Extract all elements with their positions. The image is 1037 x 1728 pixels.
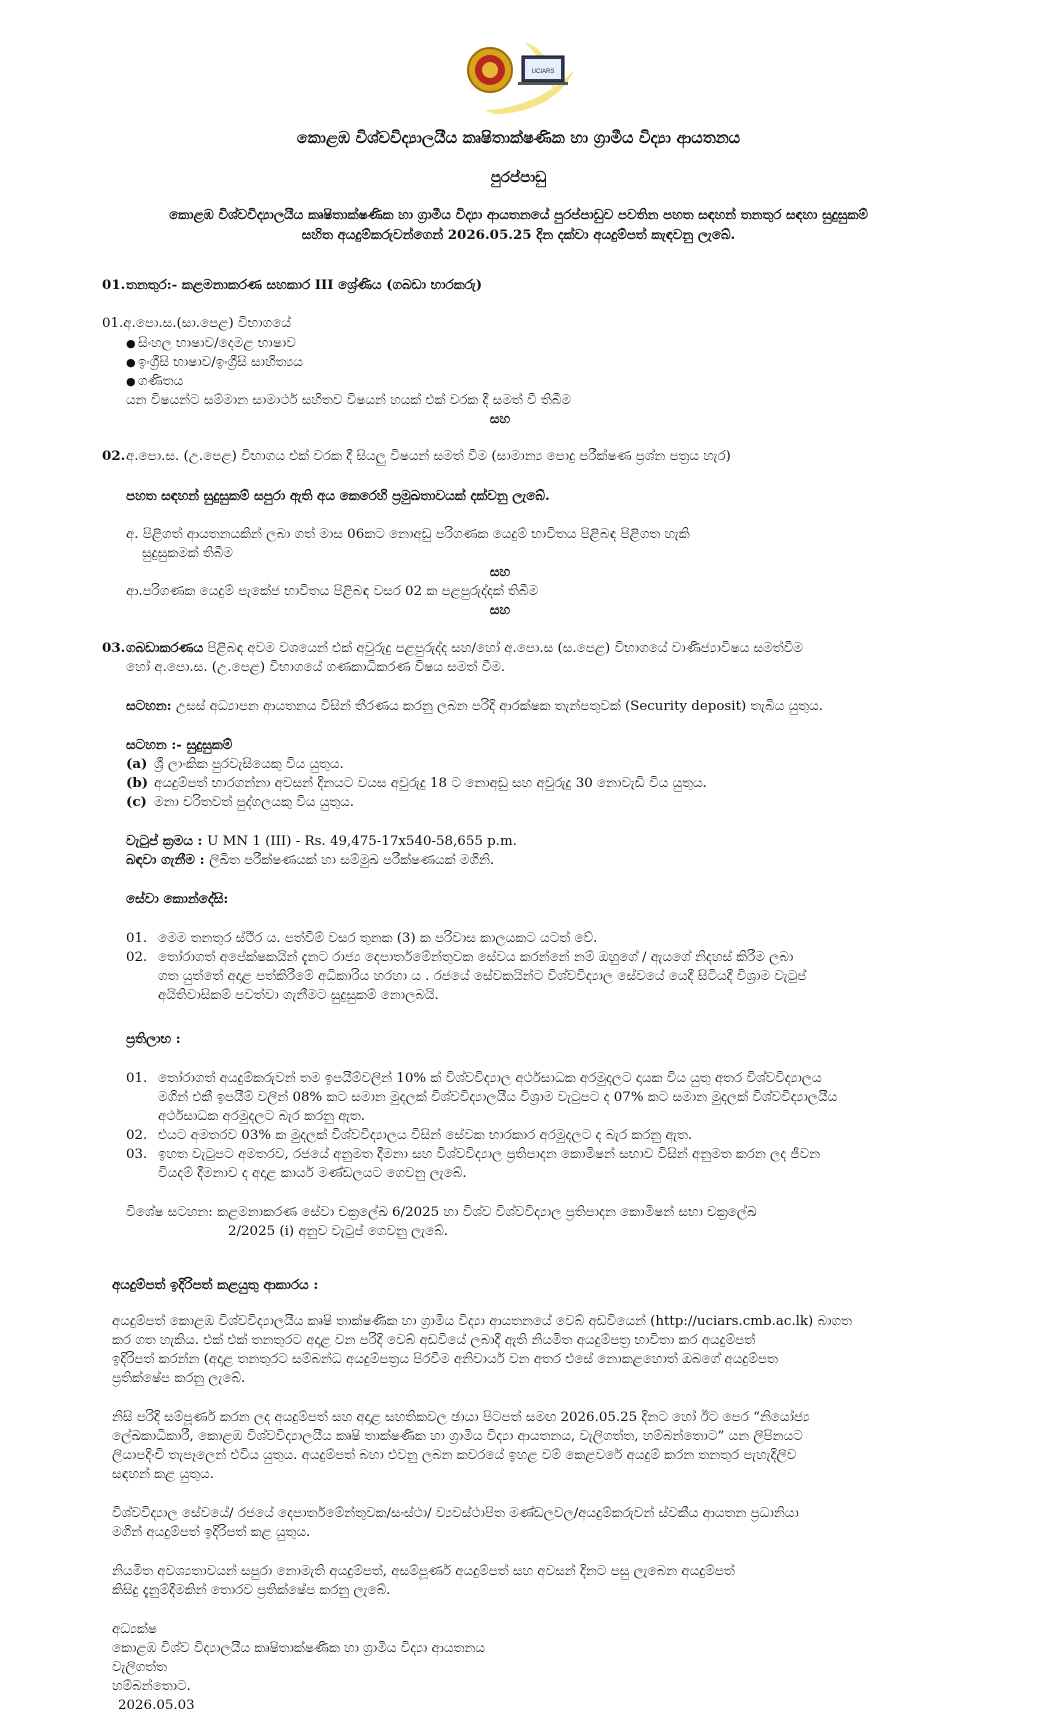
intro-line-1: කොළඹ විශ්වවිද්‍යාලයීය කෘෂිතාක්ෂණික හා ග්‍රාමීය විද්‍යා ආයතනයේ පුරප්පාඩුව පවතින පහත සඳහන් තනතුර සඳහා සුදුසුකම් (169, 207, 868, 223)
and-connector: සහ (489, 602, 511, 618)
priority-note: පහත සඳහන් සුදුසුකම් සපුරා ඇති අය කෙරෙහි ප්‍රමුඛතාවයක් දක්වනු ලැබේ. (126, 488, 550, 504)
benefit-item-line: ඉහත වැටුපට අමතරව, රජයේ අනුමත දීමනා සහ විශ්වවිද්‍යාල ප්‍රතිපාදන කොමිෂන් සභාව විසින් අනුමත කරන ලද ජීවන (158, 1147, 820, 1162)
qualification-1-lead: 01.අ.පො.ස.(සා.පෙළ) විභාගයේ (102, 316, 291, 331)
benefit-item-line: අර්ථසාධක අරමුදලට බැර කරනු ඇත. (158, 1109, 365, 1124)
service-item-line: තෝරාගත් අපේක්ෂකයින් දැනට රාජ්‍ය දෙපාර්තමේන්තුවක සේවය කරන්නේ නම් ඔහුගේ / ඇයගේ නිදහස් කිරීම ලබා (158, 950, 794, 965)
qualification-1-bullet: ● ගණිතය (126, 374, 184, 389)
priority-a-line-2: සුදුසුකමක් තිබීම (142, 546, 233, 561)
post-number: 01. (102, 277, 126, 293)
qualification-3-line-1: ගබඩාකරණය පිළිබඳ අවම වශයෙන් එක් අවුරුදු පළපුරුද්ද සහ/හෝ අ.පො.ස (ස.පෙළ) විභාගයේ වාණිජ්‍යාවිෂය සමත්වීම (126, 640, 803, 656)
apply-para-2-line: නිසි පරිදි සම්පූර්ණ කරන ලද අයදුම්පත් සහ අදාළ සහතිකවල ඡායා පිටපත් සමඟ 2026.05.25 දිනට හෝ ඊට පෙර “නියෝජ්‍ය (112, 1410, 810, 1425)
apply-para-1-line: කර ගත හැකිය. එක් එක් තනතුරට අදාළ වන පරිදි වෙබ් අඩවියේ ලබාදී ඇති නියමිත අයදුම්පත්‍ර භාවිතා කර අයදුම්පත් (112, 1333, 756, 1348)
apply-para-2-line: සඳහන් කළ යුතුය. (112, 1467, 214, 1482)
service-item-line: අයිතිවාසිකම් පවත්වා ගැනීමට සුදුසුකම් නොලබයි. (158, 988, 439, 1003)
qualification-3-number: 03. (102, 640, 126, 656)
eligibility-heading: සටහන :- සුදුසුකම් (126, 737, 233, 753)
apply-para-1-line: ඉදිරිපත් කරන්න (අදාළ තනතුරට සම්බන්ධ අයදුම්පත්‍රය පිරවීම අනිවාර්ය වන අතර එසේ නොකළහොත් ඔබගේ අයදුම්පත (112, 1352, 778, 1367)
benefits-heading: ප්‍රතිලාභ : (126, 1031, 181, 1047)
apply-para-4-line: නියමිත අවශ්‍යතාවයන් සපුරා නොමැති අයදුම්පත්, අසම්පූර්ණ අයදුම්පත් සහ අවසන් දිනට පසු ලැබෙන අයදුම්පත් (112, 1564, 735, 1579)
benefit-item-number: 03. (126, 1147, 148, 1162)
logo-badge-text: UCIARS (531, 69, 555, 75)
apply-para-4-line: කිසිදු දැනුම්දීමකින් තොරව ප්‍රතික්ෂේප කරනු ලැබේ. (112, 1583, 391, 1598)
benefit-item-number: 01. (126, 1071, 148, 1086)
service-item-number: 01. (126, 931, 148, 946)
apply-para-3-line: විශ්වවිද්‍යාල සේවයේ/ රජයේ දෙපාර්තමේන්තුවක/සංස්ථා/ ව්‍යවස්ථාපිත මණ්ඩලවල/අයදුම්කරුවන් ස්වකීය ආයතන ප්‍රධානියා (112, 1506, 799, 1521)
apply-para-3-line: මගින් අයදුම්පත් ඉදිරිපත් කළ යුතුය. (112, 1525, 311, 1540)
qualification-2-number: 02. (102, 448, 126, 464)
benefit-item-number: 02. (126, 1128, 148, 1143)
signatory-address-line: හම්බන්තොට. (112, 1679, 191, 1694)
special-note-line-1: විශේෂ සටහන: කළමනාකරණ සේවා චක්‍රලේඛ 6/2025 හා විශ්ව විශ්වවිද්‍යාල ප්‍රතිපාදන කොමිෂන් සභා චක්‍රලේඛ (126, 1205, 757, 1220)
eligibility-item: (a) ශ්‍රී ලාංකික පුරවැසියෙකු විය යුතුය. (126, 756, 344, 772)
and-connector: සහ (489, 411, 511, 427)
service-item-line: ගත යුත්තේ අදාළ පත්කිරීමේ අධිකාරිය හරහා ය . රජයේ සේවකයින්ට විශ්වවිද්‍යාල සේවයේ යෙදී සිටියදී විශ්‍රාම වැටුප් (158, 969, 807, 984)
benefit-item-line: මගින් එකී ඉපයීම් වලින් 08% කට සමාන මුදලක් විශ්වවිද්‍යාලයීය විශ්‍රාම වැටුපට ද 07% කට සමාන මුදලක් විශ්වවිද්‍යාලයීය (158, 1090, 838, 1105)
special-note-line-2: 2/2025 (i) අනුව වැටුප් ගෙවනු ලැබේ. (228, 1224, 449, 1239)
vacancy-heading: පුරප්පාඩු (490, 168, 547, 186)
benefit-item-line: එයට අමතරව 03% ක මුදලක් විශ්වවිද්‍යාලය විසින් සේවක භාරකාර අරමුදලට ද බැර කරනු ඇත. (158, 1128, 693, 1143)
benefit-item-line: වියදම් දීමනාව ද අදාළ කාර්ය මණ්ඩලයට ගෙවනු ලැබේ. (158, 1166, 467, 1181)
signatory-address-line: වැලිගත්ත (112, 1660, 167, 1675)
bullet-icon: ● (126, 337, 136, 350)
post-title: තනතුර:- කළමනාකරණ සහකාර III ශ්‍රේණිය (ගබඩා භාරකරු) (126, 277, 483, 293)
institute-logo (464, 40, 582, 116)
apply-para-2-line: ලියාපදිංචි තැපෑලෙන් එවිය යුතුය. අයදුම්පත් බහා එවනු ලබන කවරයේ ඉහළ වම් කෙළවරේ අයදුම් කරන තනතුර පැහැදිලිව (112, 1448, 797, 1463)
qualification-1-bullet: ● ඉංග්‍රීසි භාෂාව/ඉංග්‍රීසි සාහිත්‍යය (126, 355, 303, 370)
and-connector: සහ (489, 564, 511, 580)
intro-line-2: සහිත අයදුම්කරුවන්ගෙන් 2026.05.25 දින දක්වා අයදුම්පත් කැඳවනු ලැබේ. (301, 227, 736, 243)
apply-para-1-line: අයදුම්පත් කොළඹ විශ්වවිද්‍යාලයීය කෘෂි තාක්ෂණික හා ග්‍රාමීය විද්‍යා ආයතනයේ වෙබ් අඩවියෙන් (http://uciars.cmb.ac.lk) බාගත (112, 1314, 852, 1329)
apply-para-2-line: ලේඛකාධිකාරී, කොළඹ විශ්වවිද්‍යාලයීය කෘෂි තාක්ෂණික හා ග්‍රාමීය විද්‍යා ආයතනය, වැලිගත්ත, හම්බන්තොට” යන ලිපිනයට (112, 1429, 803, 1444)
priority-aa-line: ආ.පරිගණක යෙදුම් පැකේජ භාවිතය පිළිබඳ වසර 02 ක පළපුරුද්දක් තිබීම (126, 584, 539, 599)
qualification-1-bullet: ● සිංහල භාෂාව/දෙමළ භාෂාව (126, 336, 296, 351)
eligibility-item: (b) අයදුම්පත් භාරගන්නා අවසන් දිනයට වයස අවුරුදු 18 ට නොඅඩු සහ අවුරුදු 30 නොවැඩි විය යුතුය. (126, 775, 707, 791)
security-deposit-note: සටහන: උසස් අධ්‍යාපන ආයතනය විසින් තීරණය කරනු ලබන පරිදි ආරක්ෂක තැන්පතුවක් (Security deposit) තැබිය යුතුය. (126, 698, 823, 714)
recruitment-method: බඳවා ගැනීම : ලිඛිත පරීක්ෂණයක් හා සම්මුඛ පරීක්ෂණයක් මගිනි. (126, 852, 495, 868)
benefit-item-line: තෝරාගත් අයදුම්කරුවන් තම ඉපයීම්වලින් 10% ක් විශ්වවිද්‍යාල අර්ථසාධක අරමුදලට දායක විය යුතු අතර විශ්වවිද්‍යාලය (158, 1071, 822, 1086)
bullet-icon: ● (126, 375, 136, 388)
qualification-1-tail: යන විෂයන්ට සම්මාන සාමාර්ථ සහිතව විෂයන් හයක් එක් වරක දී සමත් වී තිබීම (126, 393, 571, 408)
signatory-institute: කොළඹ විශ්ව විද්‍යාලයීය කෘෂිතාක්ෂණික හා ග්‍රාමීය විද්‍යා ආයතනය (112, 1641, 485, 1656)
eligibility-item: (c) මනා චරිතවත් පුද්ගලයකු විය යුතුය. (126, 794, 354, 810)
signature-date: 2026.05.03 (118, 1698, 195, 1713)
apply-para-1-line: ප්‍රතික්ෂේප කරනු ලැබේ. (112, 1371, 246, 1386)
qualification-2-text: අ.පො.ස. (උ.පෙළ) විභාගය එක් වරක දී සියලු විෂයන් සමත් වීම (සාමාන්‍ය පොදු පරීක්ෂණ ප්‍රශ්න පත්‍රය හැර) (126, 449, 731, 464)
service-item-number: 02. (126, 950, 148, 965)
priority-a-line-1: අ. පිළිගත් ආයතනයකින් ලබා ගත් මාස 06කට නොඅඩු පරිගණක යෙදුම් භාවිතය පිළිබඳ පිළිගත හැකි (126, 527, 690, 542)
service-conditions-heading: සේවා කොන්දේසි: (126, 891, 229, 907)
qualification-3-line-2: හෝ අ.පො.ස. (උ.පෙළ) විභාගයේ ගණකාධිකරණ විෂය සමත් වීම. (126, 660, 506, 675)
institute-title: කොළඹ විශ්වවිද්‍යාලයීය කෘෂිතාක්ෂණික හා ග්‍රාමීය විද්‍යා ආයතනය (296, 128, 741, 147)
signatory-title: අධ්‍යක්ෂ (112, 1622, 157, 1637)
salary-scale: වැටුප් ක්‍රමය : U MN 1 (III) - Rs. 49,475-17x540-58,655 p.m. (126, 833, 517, 849)
apply-heading: අයදුම්පත් ඉදිරිපත් කළයුතු ආකාරය : (112, 1277, 319, 1293)
bullet-icon: ● (126, 356, 136, 369)
service-item-line: මෙම තනතුර ස්ථිර ය. පත්වීම් වසර තුනක (3) ක පරිවාස කාලයකට යටත් වේ. (158, 931, 598, 946)
